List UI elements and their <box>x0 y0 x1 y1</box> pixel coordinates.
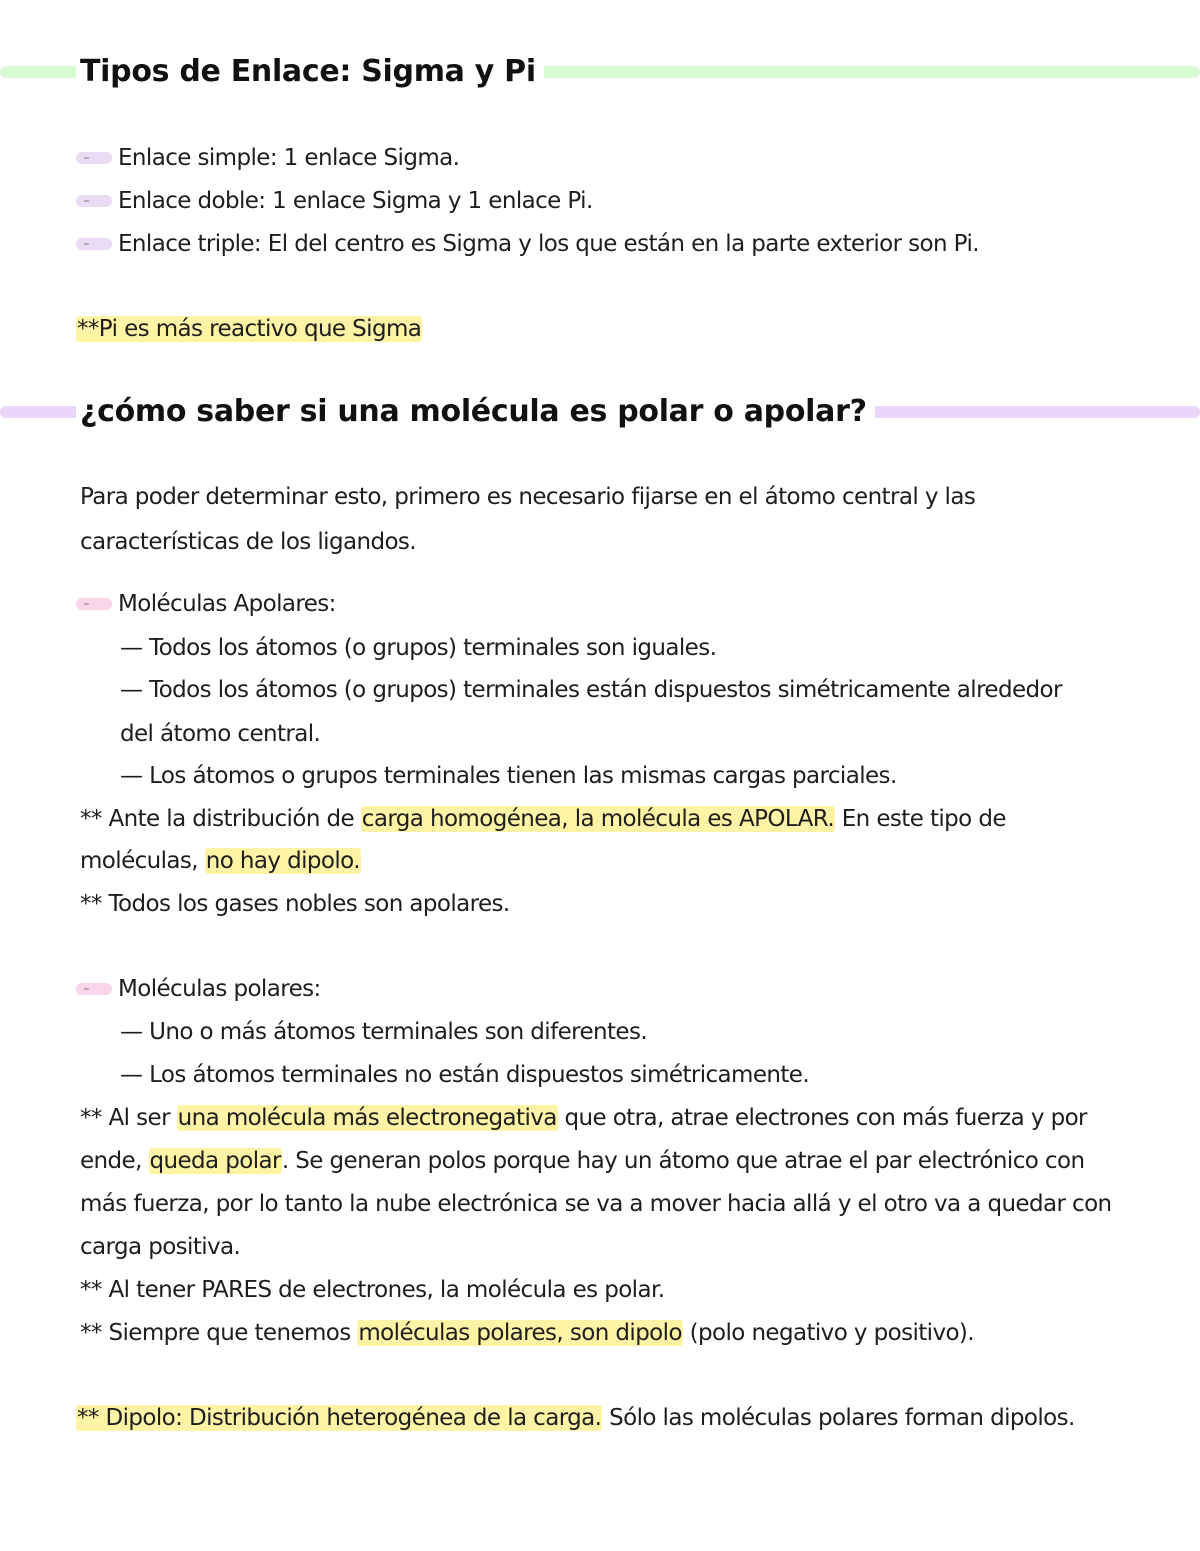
heading-row-polaridad <box>0 387 1200 437</box>
paragraph-line: Para poder determinar esto, primero es necesario fijarse en el átomo central y las <box>80 484 976 510</box>
text-run: Sólo las moléculas polares forman dipolos. <box>602 1405 1075 1431</box>
list-item: Enlace simple: 1 enlace Sigma. <box>118 145 460 171</box>
bullet-dot <box>84 157 89 159</box>
text-run: ** Al ser <box>80 1105 177 1131</box>
note-line <box>80 846 361 876</box>
subsection-label-polares: Moléculas polares: <box>118 976 321 1002</box>
paragraph-line: características de los ligandos. <box>80 529 417 555</box>
bullet-marker <box>76 238 112 250</box>
paragraph-line: carga positiva. <box>80 1234 241 1260</box>
text-run: moléculas, <box>80 848 205 874</box>
paragraph-line <box>80 1103 1087 1133</box>
list-item: Enlace triple: El del centro es Sigma y los que están en la parte exterior son Pi. <box>118 231 979 257</box>
text-run: ** Siempre que tenemos <box>80 1320 358 1346</box>
highlighted-text: no hay dipolo. <box>205 848 360 874</box>
bullet-dot <box>84 243 89 245</box>
paragraph-line: más fuerza, por lo tanto la nube electrónica se va a mover hacia allá y el otro va a quedar con <box>80 1191 1112 1217</box>
highlighted-text: moléculas polares, son dipolo <box>358 1320 682 1346</box>
list-item: — Los átomos terminales no están dispuestos simétricamente. <box>120 1062 810 1088</box>
bullet-dot <box>84 200 89 202</box>
section-title-polaridad: ¿cómo saber si una molécula es polar o apolar? <box>76 387 875 437</box>
bullet-marker <box>76 152 112 164</box>
highlighted-text: una molécula más electronegativa <box>177 1105 557 1131</box>
note-line: ** Todos los gases nobles son apolares. <box>80 891 510 917</box>
list-item: del átomo central. <box>120 721 321 747</box>
list-item: — Todos los átomos (o grupos) terminales son iguales. <box>120 635 717 661</box>
bullet-marker <box>76 983 112 995</box>
note-line <box>80 1318 974 1348</box>
text-run: En este tipo de <box>835 806 1006 832</box>
bullet-marker <box>76 195 112 207</box>
list-item: — Los átomos o grupos terminales tienen las mismas cargas parciales. <box>120 763 897 789</box>
list-item: — Todos los átomos (o grupos) terminales están dispuestos simétricamente alrededor <box>120 677 1062 703</box>
paragraph-line <box>80 1146 1084 1176</box>
heading-row-enlace <box>0 47 1200 97</box>
highlighted-text: ** Dipolo: Distribución heterogénea de la carga. <box>77 1405 602 1431</box>
highlighted-text: carga homogénea, la molécula es APOLAR. <box>361 806 835 832</box>
text-run: . Se generan polos porque hay un átomo que atrae el par electrónico con <box>281 1148 1085 1174</box>
highlighted-text: **Pi es más reactivo que Sigma <box>77 316 422 342</box>
text-run: (polo negativo y positivo). <box>682 1320 975 1346</box>
text-run: ende, <box>80 1148 149 1174</box>
note-line <box>76 314 422 344</box>
note-line <box>80 804 1006 834</box>
text-run: ** Ante la distribución de <box>80 806 361 832</box>
list-item: — Uno o más átomos terminales son diferentes. <box>120 1019 648 1045</box>
list-item: Enlace doble: 1 enlace Sigma y 1 enlace Pi. <box>118 188 593 214</box>
bullet-marker <box>76 598 112 610</box>
section-title-enlace: Tipos de Enlace: Sigma y Pi <box>76 47 544 97</box>
dipolo-definition <box>76 1403 1075 1433</box>
subsection-label-apolares: Moléculas Apolares: <box>118 591 336 617</box>
text-run: que otra, atrae electrones con más fuerza y por <box>557 1105 1087 1131</box>
bullet-dot <box>84 988 89 990</box>
bullet-dot <box>84 603 89 605</box>
note-line: ** Al tener PARES de electrones, la molécula es polar. <box>80 1277 665 1303</box>
highlighted-text: queda polar <box>149 1148 281 1174</box>
